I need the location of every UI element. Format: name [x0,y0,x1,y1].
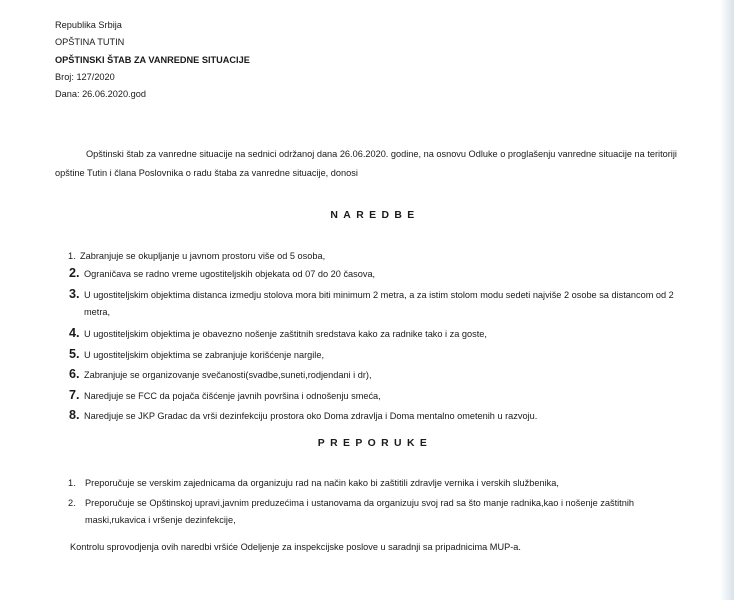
recommendation-item-1 [68,475,693,493]
recommendation-number: 2. [68,497,76,508]
order-number: 3. [69,286,80,301]
order-item-7 [68,388,688,404]
orders-list [68,248,688,429]
intro-text: Opštinski štab za vanredne situacije na sednici održanoj dana 26.06.2020. godine, na osnovu Odluke o proglašenju vanredne situacije na teritoriji opštine Tutin i člana Poslovnika o radu štaba za vanredne situacije, donosi [55,149,677,178]
intro-paragraph [55,145,695,183]
order-number: 7. [69,387,80,402]
order-item-5 [68,347,688,363]
header-municipality: OPŠTINA TUTIN [55,37,125,48]
header-country: Republika Srbija [55,20,122,30]
order-number: 8. [69,408,80,422]
recommendations-title: PREPORUKE [317,438,433,449]
order-text: Zabranjuje se okupljanje u javnom prostoru više od 5 osoba, [80,251,326,261]
order-item-4 [68,326,688,342]
order-number: 4. [69,326,80,340]
order-text: Ograničava se radno vreme ugostiteljskih objekata od 07 do 20 časova, [84,269,376,279]
order-number: 5. [69,346,80,361]
order-item-3 [68,287,688,322]
order-text: Zabranjuje se organizovanje svečanosti(svadbe,suneti,rodjendani i dr), [84,370,372,380]
order-text: Naredjuje se FCC da pojača čišćenje javnih površina i odnošenju smeća, [84,390,381,401]
order-text: U ugostiteljskim objektima je obavezno nošenje zaštitnih sredstava kako za radnike tako i za goste, [84,329,487,339]
recommendations-list [68,475,693,530]
recommendation-number: 1. [68,478,76,488]
order-item-6 [68,367,688,383]
page-edge-shadow [720,0,734,600]
header-date: Dana: 26.06.2020.god [55,89,146,100]
recommendation-text: Preporučuje se verskim zajednicama da organizuju rad na način kako bi zaštitili zdravlje vernika i verskih službenika, [85,478,559,488]
header-number: Broj: 127/2020 [55,71,115,82]
recommendation-item-2 [68,495,693,530]
order-number: 6. [69,367,80,381]
order-text: Naredjuje se JKP Gradac da vrši dezinfekciju prostora oko Doma zdravlja i Doma mentalno ometenih u razvoju. [84,411,538,421]
document-header [55,17,250,103]
order-text: U ugostiteljskim objektima se zabranjuje korišćenje nargile, [84,349,325,360]
order-number: 1. [68,251,76,261]
closing-paragraph: Kontrolu sprovodjenja ovih naredbi vršiće Odeljenje za inspekcijske poslove u saradnji sa pripadnicima MUP-a. [70,542,521,552]
header-staff: OPŠTINSKI ŠTAB ZA VANREDNE SITUACIJE [55,54,250,65]
order-number: 2. [69,266,80,280]
recommendation-text: Preporučuje se Opštinskoj upravi,javnim preduzećima i ustanovama da organizuju svoj rad sa što manje radnika,kao i nošenje zaštitnih maski,rukavica i vršenje dezinfekcije, [85,497,634,525]
order-item-1 [68,248,688,264]
order-text: U ugostiteljskim objektima distanca izmedju stolova mora biti minimum 2 metra, a za istim stolom modu sedeti najviše 2 osobe sa distancom od 2 metra, [84,289,674,317]
orders-title: NAREDBE [330,210,420,221]
order-item-8 [68,408,688,424]
order-item-2 [68,266,688,282]
